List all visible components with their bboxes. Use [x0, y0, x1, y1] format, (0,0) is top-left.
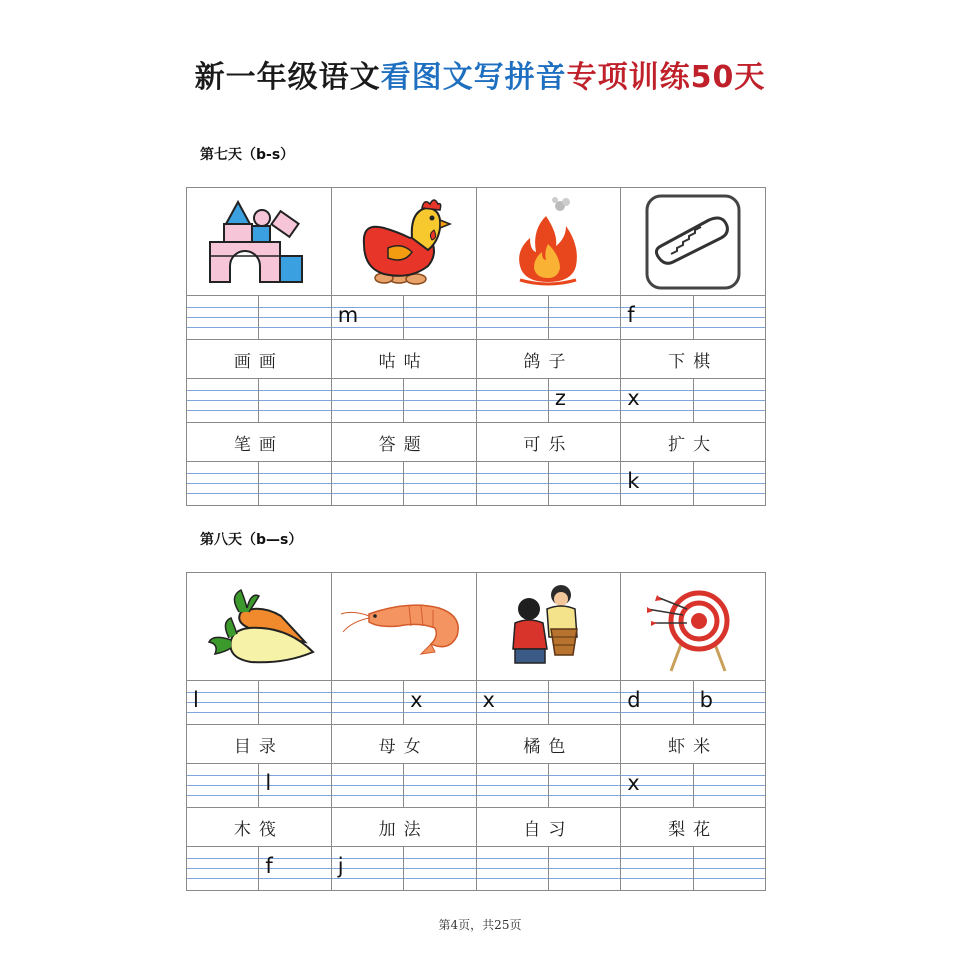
writing-cell[interactable]	[187, 379, 259, 422]
writing-cell[interactable]	[694, 847, 765, 890]
writing-cell[interactable]	[694, 681, 765, 724]
writing-cell[interactable]	[477, 462, 549, 505]
picture-row	[187, 573, 765, 681]
hint-letter: l	[193, 688, 199, 712]
picture-cell	[621, 573, 765, 680]
hint-letter: z	[554, 386, 566, 410]
word-label: 目录	[187, 725, 332, 763]
writing-cell[interactable]	[694, 296, 765, 339]
word-label: 加法	[332, 808, 477, 846]
writing-cell[interactable]	[187, 847, 259, 890]
word-label: 可乐	[477, 423, 622, 461]
picture-cell	[187, 188, 332, 295]
writing-cell[interactable]	[621, 764, 693, 807]
writing-cell[interactable]	[259, 764, 331, 807]
picture-cell	[477, 573, 622, 680]
hint-letter: x	[482, 688, 495, 712]
writing-cell[interactable]	[187, 296, 259, 339]
picture-row	[187, 188, 765, 296]
target-icon	[643, 579, 743, 674]
word-label: 答题	[332, 423, 477, 461]
pinyin-writing-row	[187, 296, 765, 340]
word-label: 木筏	[187, 808, 332, 846]
picture-cell	[621, 188, 765, 295]
writing-cell[interactable]	[332, 847, 404, 890]
writing-cell[interactable]	[259, 462, 331, 505]
day-seven-worksheet	[186, 187, 766, 506]
hint-letter: x	[410, 688, 423, 712]
word-row	[187, 808, 765, 847]
writing-cell[interactable]	[549, 847, 621, 890]
writing-cell[interactable]	[694, 462, 765, 505]
writing-cell[interactable]	[404, 296, 476, 339]
escalator-icon	[643, 192, 743, 292]
writing-cell[interactable]	[187, 462, 259, 505]
pinyin-writing-row	[187, 462, 765, 505]
writing-cell[interactable]	[332, 462, 404, 505]
word-label: 笔画	[187, 423, 332, 461]
writing-cell[interactable]	[694, 764, 765, 807]
carrot-radish-icon	[201, 582, 316, 672]
title-part-2: 看图文写拼音	[380, 60, 567, 95]
hint-letter: j	[337, 854, 344, 878]
picture-cell	[332, 188, 477, 295]
writing-cell[interactable]	[477, 296, 549, 339]
writing-cell[interactable]	[404, 379, 476, 422]
hint-letter: f	[265, 854, 273, 878]
writing-cell[interactable]	[549, 462, 621, 505]
word-label: 自习	[477, 808, 622, 846]
hint-letter: m	[337, 303, 359, 327]
word-label: 画画	[187, 340, 332, 378]
word-label: 母女	[332, 725, 477, 763]
writing-cell[interactable]	[332, 764, 404, 807]
shrimp-icon	[339, 592, 469, 662]
day-seven-label: 第七天（b-s）	[200, 147, 295, 163]
writing-cell[interactable]	[621, 296, 693, 339]
blocks-icon	[204, 194, 314, 289]
writing-cell[interactable]	[332, 681, 404, 724]
picture-cell	[332, 573, 477, 680]
writing-cell[interactable]	[621, 379, 693, 422]
hint-letter: l	[265, 771, 272, 795]
writing-cell[interactable]	[187, 764, 259, 807]
writing-cell[interactable]	[477, 681, 549, 724]
hint-letter: b	[699, 688, 713, 712]
writing-cell[interactable]	[621, 847, 693, 890]
writing-cell[interactable]	[477, 764, 549, 807]
word-label: 下棋	[668, 351, 719, 372]
word-row	[187, 725, 765, 764]
picture-cell	[187, 573, 332, 680]
writing-cell[interactable]	[332, 379, 404, 422]
writing-cell[interactable]	[621, 462, 693, 505]
writing-cell[interactable]	[404, 847, 476, 890]
writing-cell[interactable]	[477, 379, 549, 422]
writing-cell[interactable]	[332, 296, 404, 339]
title-part-1: 新一年级语文	[194, 60, 381, 95]
writing-cell[interactable]	[259, 379, 331, 422]
writing-cell[interactable]	[259, 847, 331, 890]
writing-cell[interactable]	[549, 379, 621, 422]
writing-cell[interactable]	[187, 681, 259, 724]
writing-cell[interactable]	[549, 681, 621, 724]
fire-icon	[508, 194, 588, 289]
word-label: 橘色	[477, 725, 622, 763]
writing-cell[interactable]	[621, 681, 693, 724]
word-label: 扩大	[668, 434, 719, 455]
word-label: 鸽子	[477, 340, 622, 378]
hint-letter: x	[627, 386, 640, 410]
writing-cell[interactable]	[694, 379, 765, 422]
pinyin-writing-row	[187, 681, 765, 725]
pinyin-writing-row	[187, 847, 765, 890]
hint-letter: k	[627, 469, 640, 493]
page-number: 第4页，共25页	[438, 918, 522, 932]
writing-cell[interactable]	[404, 681, 476, 724]
hen-icon	[354, 194, 454, 289]
writing-cell[interactable]	[477, 847, 549, 890]
kids-basket-icon	[501, 579, 596, 674]
word-label: 咕咕	[332, 340, 477, 378]
day-eight-label: 第八天（b—s）	[200, 532, 303, 548]
writing-cell[interactable]	[549, 764, 621, 807]
word-label: 虾米	[668, 736, 719, 757]
writing-cell[interactable]	[259, 296, 331, 339]
word-label: 梨花	[668, 819, 719, 840]
writing-cell[interactable]	[404, 764, 476, 807]
writing-cell[interactable]	[404, 462, 476, 505]
title-part-3: 专项训练50天	[566, 60, 766, 95]
writing-cell[interactable]	[259, 681, 331, 724]
hint-letter: f	[627, 303, 635, 327]
hint-letter: x	[627, 771, 640, 795]
day-eight-worksheet	[186, 572, 766, 891]
pinyin-writing-row	[187, 764, 765, 808]
picture-cell	[477, 188, 622, 295]
writing-cell[interactable]	[549, 296, 621, 339]
word-row	[187, 340, 765, 379]
page-title	[0, 52, 960, 96]
word-row	[187, 423, 765, 462]
pinyin-writing-row	[187, 379, 765, 423]
hint-letter: d	[627, 688, 641, 712]
